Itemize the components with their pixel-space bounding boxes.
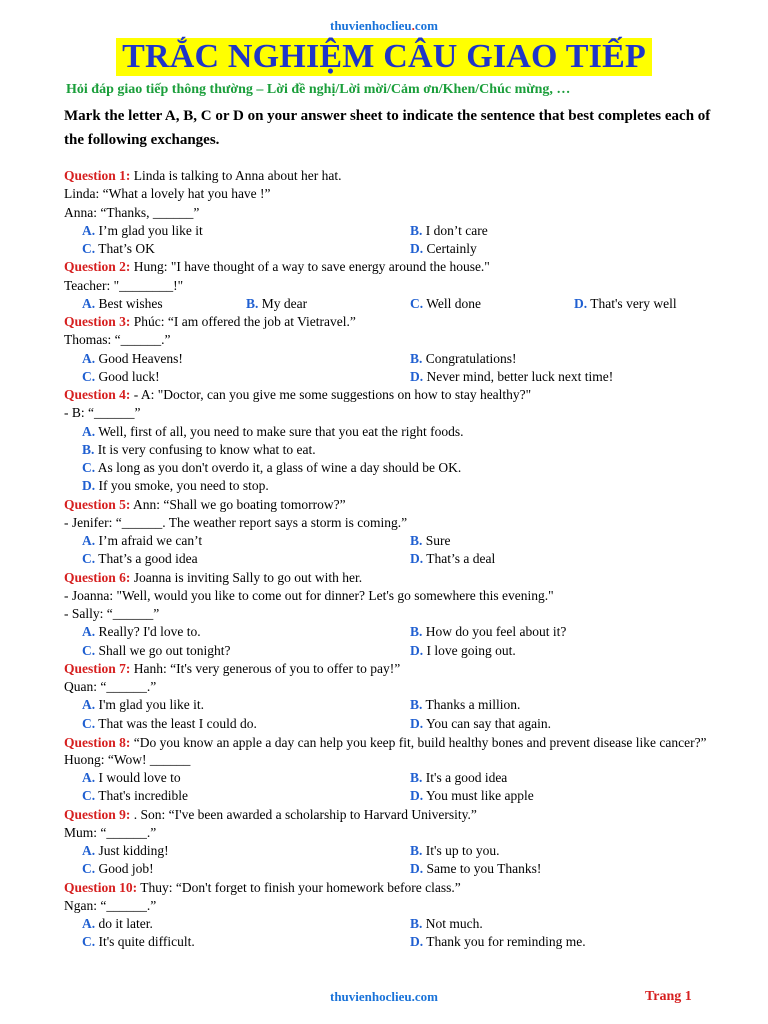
answer-option[interactable] bbox=[410, 295, 481, 313]
header-site-name: thuvienhoclieu.com bbox=[330, 18, 438, 33]
option-text: If you smoke, you need to stop. bbox=[98, 478, 269, 494]
option-text: Thanks a million. bbox=[425, 697, 521, 713]
question-stem bbox=[64, 258, 724, 276]
answer-option[interactable] bbox=[410, 350, 517, 368]
options-row bbox=[64, 459, 724, 477]
answer-option[interactable] bbox=[410, 842, 499, 860]
answer-option[interactable] bbox=[82, 350, 183, 368]
option-text: Good luck! bbox=[98, 368, 160, 384]
answer-option[interactable] bbox=[82, 532, 202, 550]
option-text: Well done bbox=[426, 295, 482, 311]
option-text: That was the least I could do. bbox=[98, 715, 257, 731]
question-text: - Joanna: "Well, would you like to come out for dinner? Let's go somewhere this evening." bbox=[64, 587, 554, 603]
answer-option[interactable] bbox=[410, 715, 551, 733]
question-line bbox=[64, 824, 724, 842]
question-label: Question 10: bbox=[64, 879, 138, 895]
options-row bbox=[64, 423, 724, 441]
option-letter: D. bbox=[410, 788, 424, 804]
answer-option[interactable] bbox=[82, 842, 169, 860]
options-row bbox=[64, 532, 724, 550]
answer-option[interactable] bbox=[410, 550, 495, 568]
answer-option[interactable] bbox=[82, 696, 204, 714]
answer-option[interactable] bbox=[574, 295, 677, 313]
question-line bbox=[64, 277, 724, 295]
option-text: That’s OK bbox=[98, 241, 155, 256]
question-line bbox=[64, 404, 724, 422]
options-row bbox=[64, 477, 724, 495]
question-text: Hanh: “It's very generous of you to offer to pay!” bbox=[133, 660, 401, 676]
option-letter: A. bbox=[82, 423, 96, 439]
option-letter: D. bbox=[410, 861, 424, 877]
option-letter: C. bbox=[82, 788, 96, 804]
question-line bbox=[64, 751, 724, 769]
option-letter: C. bbox=[410, 295, 424, 311]
option-text: I'm glad you like it. bbox=[98, 697, 205, 713]
answer-option[interactable] bbox=[82, 715, 257, 733]
option-text: It's a good idea bbox=[425, 770, 508, 785]
options-row bbox=[64, 842, 724, 860]
option-text: That's very well bbox=[590, 295, 677, 311]
question-text: Hung: "I have thought of a way to save energy around the house." bbox=[133, 259, 490, 275]
question-stem bbox=[64, 569, 724, 587]
question-text: Quan: “______.” bbox=[64, 679, 157, 694]
question-stem bbox=[64, 313, 724, 331]
answer-option[interactable] bbox=[82, 477, 269, 495]
options-row bbox=[64, 295, 724, 313]
question-text: Thuy: “Don't forget to finish your homework before class.” bbox=[140, 879, 461, 895]
option-letter: B. bbox=[410, 533, 423, 548]
question-text: - B: “______” bbox=[64, 405, 141, 421]
option-letter: A. bbox=[82, 843, 96, 858]
answer-option[interactable] bbox=[410, 642, 516, 660]
option-letter: B. bbox=[410, 843, 423, 858]
options-row bbox=[64, 715, 724, 733]
answer-option[interactable] bbox=[410, 368, 613, 386]
option-text: How do you feel about it? bbox=[425, 624, 567, 640]
option-text: Same to you Thanks! bbox=[426, 861, 542, 877]
answer-option[interactable] bbox=[82, 368, 160, 386]
option-letter: C. bbox=[82, 241, 96, 256]
question-text: Mum: “______.” bbox=[64, 824, 157, 840]
answer-option[interactable] bbox=[410, 623, 566, 641]
question-text: Linda: “What a lovely hat you have !” bbox=[64, 186, 271, 202]
question-line bbox=[64, 897, 724, 915]
options-row bbox=[64, 368, 724, 386]
question-stem bbox=[64, 496, 724, 514]
option-text: It is very confusing to know what to eat. bbox=[97, 441, 316, 457]
option-letter: B. bbox=[410, 770, 423, 785]
answer-option[interactable] bbox=[410, 696, 520, 714]
options-row bbox=[64, 787, 724, 805]
option-letter: B. bbox=[246, 295, 259, 311]
answer-option[interactable] bbox=[82, 423, 463, 441]
question-text: . Son: “I've been awarded a scholarship to Harvard University.” bbox=[133, 806, 477, 822]
option-text: Good Heavens! bbox=[98, 350, 183, 366]
options-row bbox=[64, 642, 724, 660]
question-text: Anna: “Thanks, ______” bbox=[64, 204, 200, 220]
question-text: Joanna is inviting Sally to go out with her. bbox=[133, 569, 363, 585]
option-letter: D. bbox=[410, 642, 424, 658]
question-line bbox=[64, 331, 724, 349]
question-label: Question 7: bbox=[64, 660, 131, 676]
option-letter: D. bbox=[410, 241, 424, 256]
title-wrap bbox=[0, 38, 768, 76]
option-text: I don’t care bbox=[425, 222, 488, 238]
question-text: Huong: “Wow! ______ bbox=[64, 751, 191, 767]
option-text: You must like apple bbox=[426, 788, 534, 804]
option-letter: A. bbox=[82, 350, 96, 366]
option-text: Congratulations! bbox=[425, 350, 517, 366]
option-text: As long as you don't overdo it, a glass of wine a day should be OK. bbox=[97, 460, 462, 475]
question-stem bbox=[64, 386, 724, 404]
option-text: It's up to you. bbox=[425, 843, 500, 858]
question-line bbox=[64, 587, 724, 605]
answer-option[interactable] bbox=[82, 915, 153, 933]
option-letter: B. bbox=[410, 697, 423, 713]
option-text: Really? I'd love to. bbox=[98, 624, 201, 640]
question-stem bbox=[64, 167, 724, 185]
option-text: My dear bbox=[261, 295, 308, 311]
options-row bbox=[64, 860, 724, 878]
answer-option[interactable] bbox=[82, 769, 181, 787]
page-number: Trang 1 bbox=[645, 989, 692, 1004]
question-label: Question 5: bbox=[64, 496, 131, 512]
answer-option[interactable] bbox=[82, 240, 155, 258]
options-row bbox=[64, 933, 724, 951]
question-text: Phúc: “I am offered the job at Vietravel.” bbox=[133, 314, 356, 329]
option-text: Certainly bbox=[426, 241, 477, 256]
option-text: You can say that again. bbox=[426, 715, 551, 731]
option-text: Best wishes bbox=[98, 295, 163, 311]
answer-option[interactable] bbox=[82, 222, 203, 240]
option-letter: B. bbox=[410, 916, 423, 931]
question-text: “Do you know an apple a day can help you keep fit, build healthy bones and prevent disease like cancer?” bbox=[133, 734, 707, 750]
option-letter: B. bbox=[410, 350, 423, 366]
question-line bbox=[64, 514, 724, 532]
option-letter: D. bbox=[410, 368, 424, 384]
options-row bbox=[64, 350, 724, 368]
question-text: Thomas: “______.” bbox=[64, 332, 171, 348]
question-label: Question 9: bbox=[64, 806, 131, 822]
option-text: That’s a good idea bbox=[98, 551, 198, 567]
option-letter: A. bbox=[82, 916, 96, 931]
option-text: Good job! bbox=[98, 861, 154, 877]
question-label: Question 6: bbox=[64, 569, 131, 585]
question-text: Teacher: "________!" bbox=[64, 277, 184, 293]
option-text: do it later. bbox=[98, 916, 153, 931]
option-letter: C. bbox=[82, 551, 96, 567]
answer-option[interactable] bbox=[410, 532, 451, 550]
option-text: Sure bbox=[425, 533, 451, 548]
question-stem bbox=[64, 733, 724, 751]
question-stem bbox=[64, 879, 724, 897]
option-letter: B. bbox=[410, 222, 423, 238]
question-text: - Jenifer: “______. The weather report says a storm is coming.” bbox=[64, 514, 408, 530]
option-letter: C. bbox=[82, 642, 96, 658]
option-text: I’m glad you like it bbox=[98, 222, 203, 238]
question-stem bbox=[64, 660, 724, 678]
answer-option[interactable] bbox=[410, 860, 541, 878]
option-letter: D. bbox=[82, 478, 96, 494]
option-letter: C. bbox=[82, 368, 96, 384]
options-row bbox=[64, 222, 724, 240]
question-line bbox=[64, 204, 724, 222]
option-letter: C. bbox=[82, 460, 96, 475]
answer-option[interactable] bbox=[410, 769, 507, 787]
option-letter: C. bbox=[82, 715, 96, 731]
answer-option[interactable] bbox=[82, 441, 316, 459]
answer-option[interactable] bbox=[410, 915, 483, 933]
answer-option[interactable] bbox=[82, 623, 201, 641]
option-text: Just kidding! bbox=[98, 843, 169, 858]
answer-option[interactable] bbox=[410, 933, 586, 951]
options-row bbox=[64, 550, 724, 568]
option-letter: A. bbox=[82, 624, 96, 640]
options-row bbox=[64, 240, 724, 258]
option-text: That's incredible bbox=[98, 788, 189, 804]
answer-option[interactable] bbox=[410, 222, 488, 240]
option-letter: D. bbox=[410, 934, 424, 950]
option-text: Shall we go out tonight? bbox=[98, 642, 231, 658]
question-label: Question 4: bbox=[64, 387, 131, 402]
option-letter: B. bbox=[82, 441, 95, 457]
question-text: - Sally: “______” bbox=[64, 606, 160, 621]
footer-site-name: thuvienhoclieu.com bbox=[330, 989, 438, 1004]
question-label: Question 3: bbox=[64, 314, 131, 329]
question-text: Ann: “Shall we go boating tomorrow?” bbox=[133, 496, 346, 512]
question-text: - A: "Doctor, can you give me some suggestions on how to stay healthy?" bbox=[133, 387, 532, 402]
answer-option[interactable] bbox=[410, 240, 477, 258]
subtitle: Hỏi đáp giao tiếp thông thường – Lời đề nghị/Lời mời/Cảm ơn/Khen/Chúc mừng, … bbox=[66, 82, 571, 97]
option-letter: A. bbox=[82, 770, 96, 785]
option-letter: C. bbox=[82, 934, 96, 950]
question-label: Question 8: bbox=[64, 734, 131, 750]
question-list bbox=[64, 167, 724, 952]
option-text: Never mind, better luck next time! bbox=[426, 368, 614, 384]
options-row bbox=[64, 623, 724, 641]
option-letter: A. bbox=[82, 533, 96, 548]
question-line bbox=[64, 185, 724, 203]
answer-option[interactable] bbox=[410, 787, 534, 805]
options-row bbox=[64, 696, 724, 714]
option-letter: D. bbox=[410, 715, 424, 731]
instruction: Mark the letter A, B, C or D on your answer sheet to indicate the sentence that best completes each of the following exchanges. bbox=[64, 108, 711, 148]
answer-option[interactable] bbox=[82, 787, 188, 805]
option-text: I’m afraid we can’t bbox=[98, 533, 203, 548]
option-text: That’s a deal bbox=[426, 551, 496, 567]
answer-option[interactable] bbox=[82, 642, 231, 660]
question-label: Question 1: bbox=[64, 168, 131, 183]
question-label: Question 2: bbox=[64, 259, 131, 275]
answer-option[interactable] bbox=[82, 295, 163, 313]
answer-option[interactable] bbox=[82, 933, 195, 951]
option-letter: A. bbox=[82, 222, 96, 238]
question-text: Ngan: “______.” bbox=[64, 897, 157, 913]
option-letter: D. bbox=[574, 295, 588, 311]
answer-option[interactable] bbox=[246, 295, 307, 313]
option-letter: D. bbox=[410, 551, 424, 567]
question-stem bbox=[64, 806, 724, 824]
option-text: Not much. bbox=[425, 916, 483, 931]
option-text: It's quite difficult. bbox=[98, 934, 195, 950]
option-text: I love going out. bbox=[426, 642, 516, 658]
question-line bbox=[64, 678, 724, 696]
question-text: Linda is talking to Anna about her hat. bbox=[133, 168, 342, 183]
answer-option[interactable] bbox=[82, 860, 154, 878]
answer-option[interactable] bbox=[82, 550, 198, 568]
option-text: Well, first of all, you need to make sure that you eat the right foods. bbox=[98, 423, 464, 439]
options-row bbox=[64, 441, 724, 459]
answer-option[interactable] bbox=[82, 459, 461, 477]
options-row bbox=[64, 915, 724, 933]
page-title: TRẮC NGHIỆM CÂU GIAO TIẾP bbox=[116, 38, 652, 76]
option-text: I would love to bbox=[98, 770, 181, 785]
option-letter: B. bbox=[410, 624, 423, 640]
question-line bbox=[64, 605, 724, 623]
option-letter: A. bbox=[82, 295, 96, 311]
option-letter: C. bbox=[82, 861, 96, 877]
option-text: Thank you for reminding me. bbox=[426, 934, 586, 950]
option-letter: A. bbox=[82, 697, 96, 713]
options-row bbox=[64, 769, 724, 787]
